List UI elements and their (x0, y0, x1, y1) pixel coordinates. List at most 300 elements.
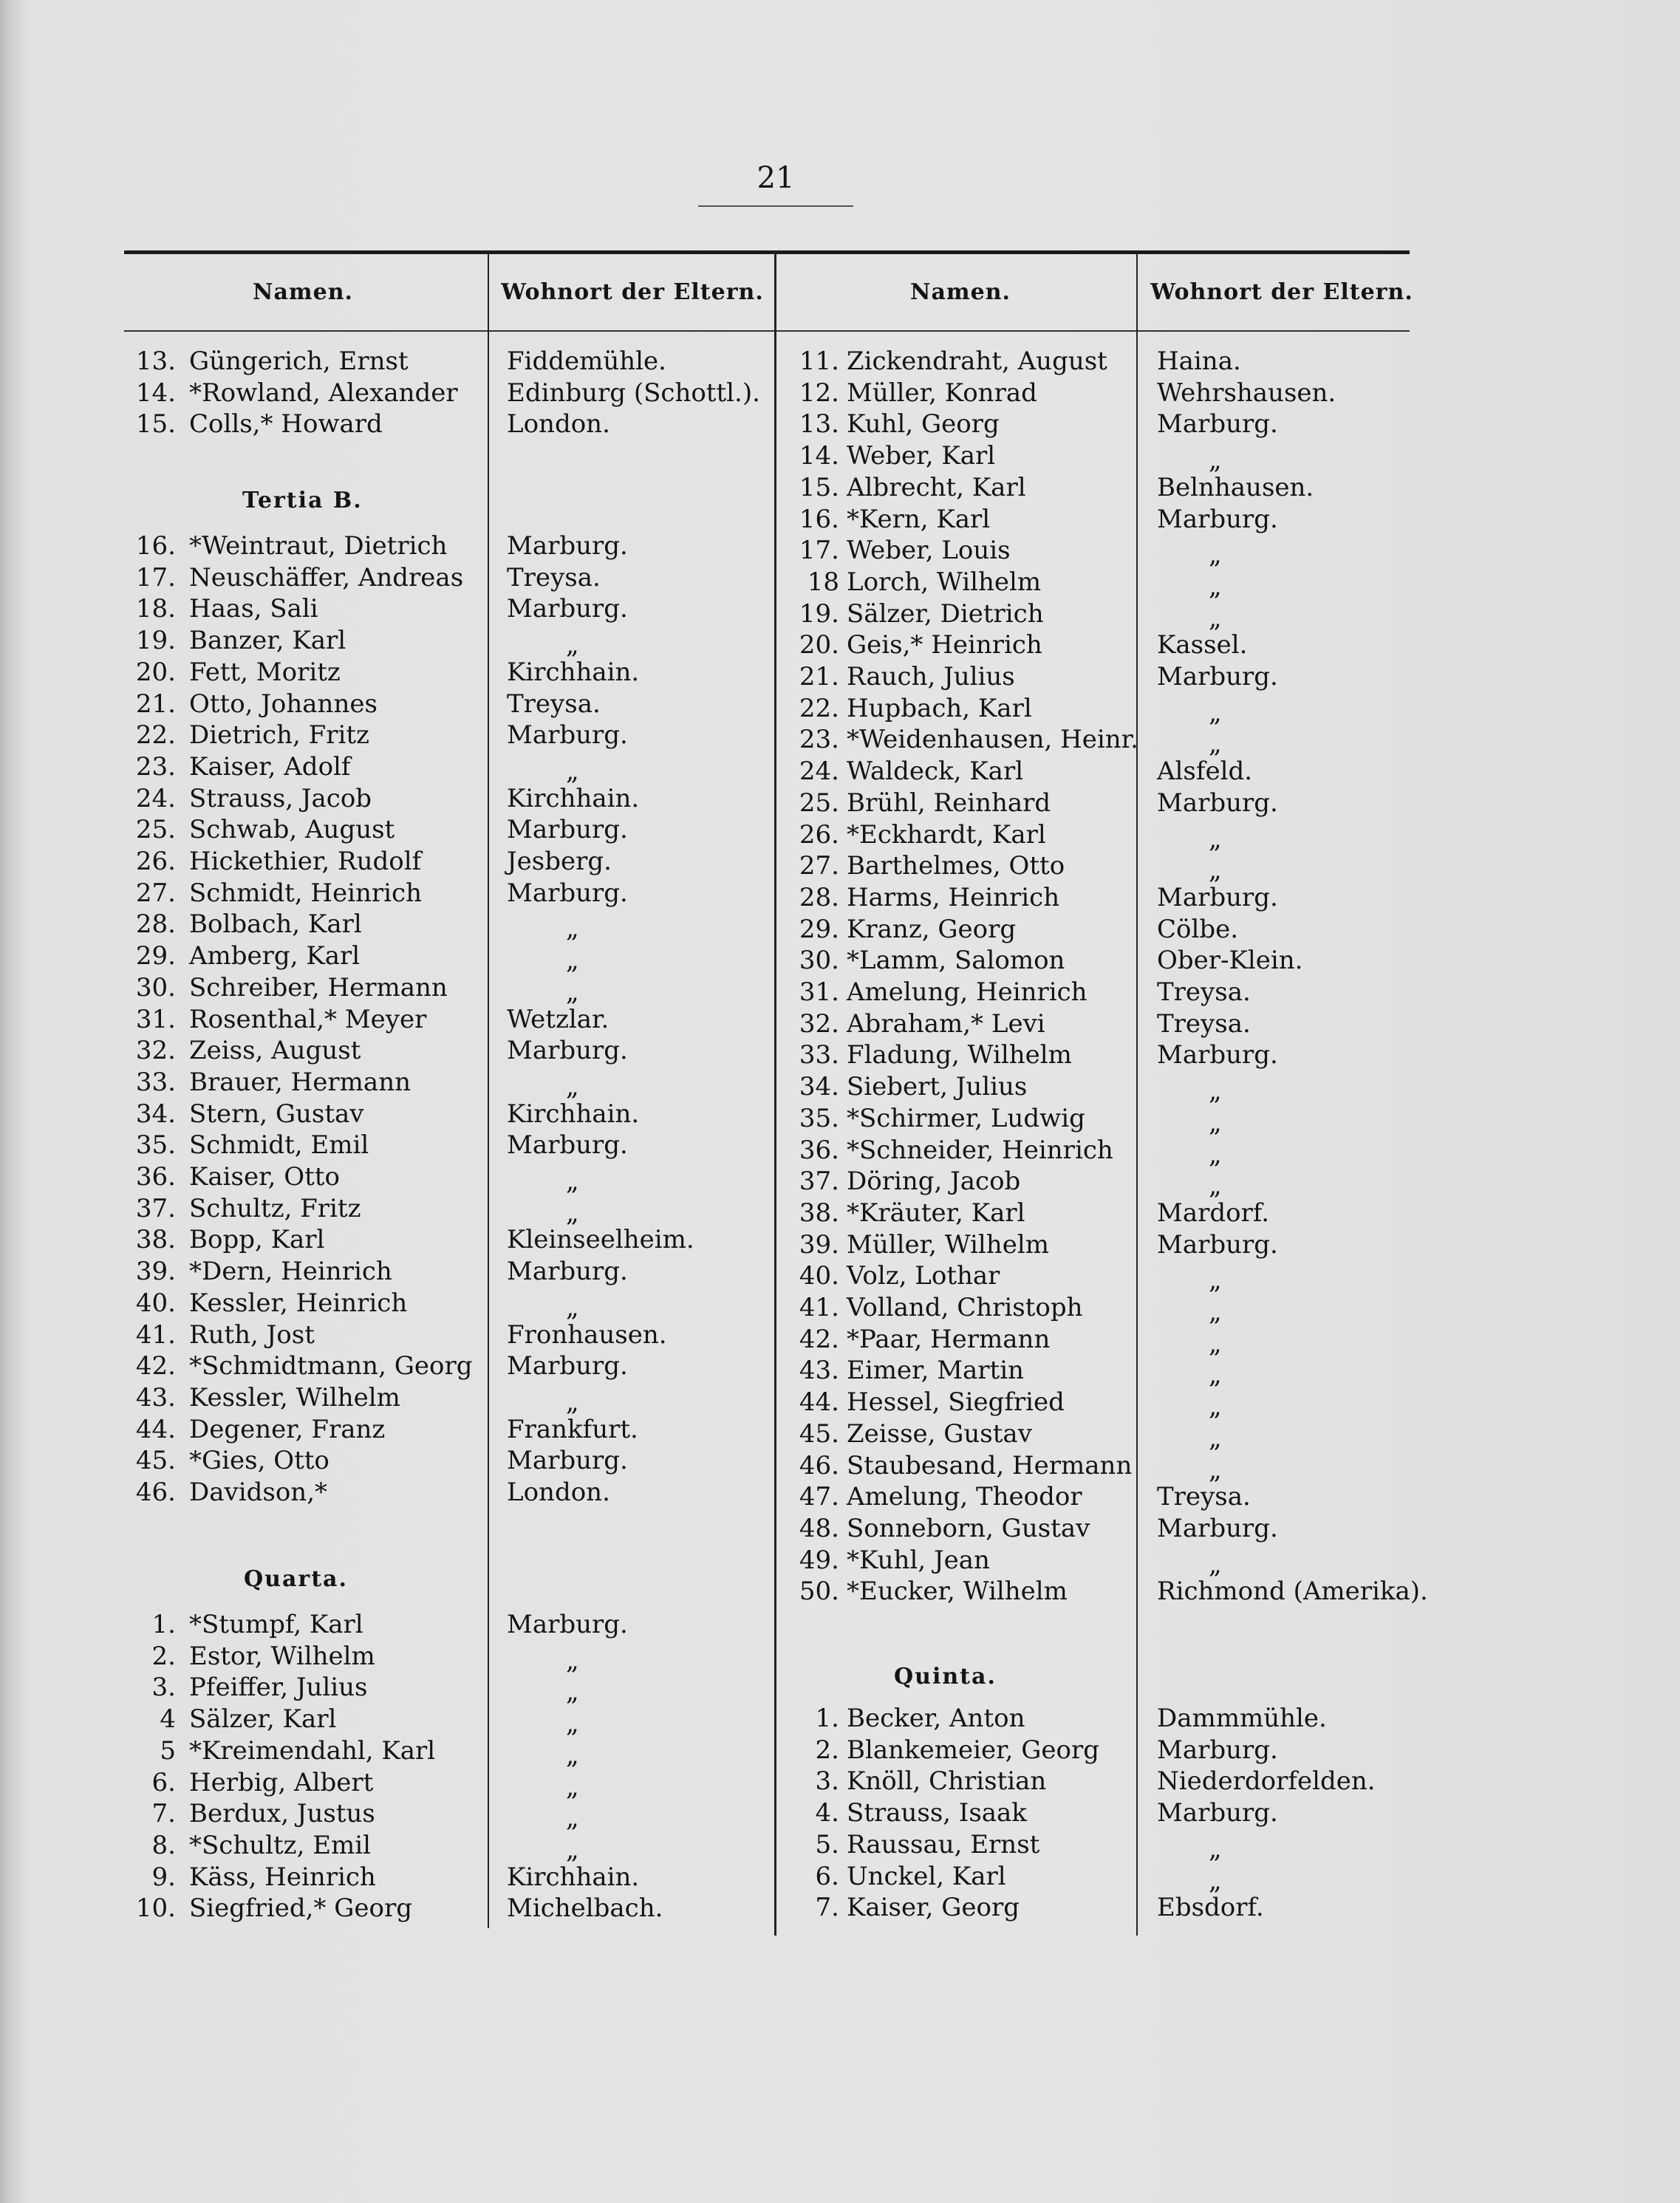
parents-residence: Marburg. (1157, 1229, 1278, 1260)
page-number: 21 (757, 161, 795, 195)
entry-number: 23. (135, 751, 176, 782)
entry-number: 44. (799, 1387, 839, 1418)
parents-residence: Marburg. (507, 1130, 628, 1161)
student-name: Degener, Franz (189, 1414, 386, 1444)
right-entry-row (0, 1103, 1680, 1138)
entry-number: 34. (799, 1072, 839, 1102)
entry-number: 19. (799, 598, 839, 629)
student-name: Fladung, Wilhelm (847, 1040, 1072, 1070)
entry-number: 40. (135, 1288, 176, 1318)
entry-number: 25. (799, 788, 839, 818)
parents-residence: „ (566, 1772, 579, 1802)
parents-residence: „ (1209, 855, 1222, 886)
student-name: Waldeck, Karl (847, 756, 1024, 787)
entry-number: 6. (815, 1861, 839, 1891)
student-name: Strauss, Jacob (189, 783, 372, 813)
entry-number: 32. (135, 1036, 176, 1066)
parents-residence: „ (566, 1071, 579, 1102)
student-name: Unckel, Karl (847, 1861, 1006, 1891)
student-name: Sälzer, Dietrich (847, 598, 1044, 629)
student-name: Zickendraht, August (847, 346, 1107, 376)
parents-residence: Treysa. (1157, 1008, 1251, 1039)
student-name: Strauss, Isaak (847, 1798, 1027, 1828)
right-entry-row (0, 440, 1680, 476)
entry-number: 30. (135, 972, 176, 1003)
student-name: Lorch, Wilhelm (847, 567, 1042, 597)
right-entry-row (0, 1766, 1680, 1797)
student-name: Davidson,* (189, 1478, 327, 1507)
entry-number: 36. (799, 1135, 839, 1165)
student-name: Schwab, August (189, 815, 395, 845)
entry-number: 42. (135, 1351, 176, 1381)
parents-residence: Marburg. (507, 1610, 628, 1639)
right-entry-row (0, 661, 1680, 692)
entry-number: 13. (799, 409, 839, 440)
student-name: Hickethier, Rudolf (189, 847, 422, 876)
entry-number: 31. (799, 977, 839, 1007)
parents-residence: Marburg. (1157, 1798, 1278, 1828)
student-name: Schmidt, Emil (189, 1130, 369, 1161)
parents-residence: Fronhausen. (507, 1319, 667, 1350)
right-entry-row (0, 1071, 1680, 1107)
student-name: Becker, Anton (847, 1704, 1025, 1733)
parents-residence: „ (1209, 1328, 1222, 1359)
parents-residence: Marburg. (507, 815, 628, 845)
entry-number: 41. (135, 1319, 176, 1350)
parents-residence: Alsfeld. (1157, 756, 1253, 787)
student-name: Siebert, Julius (847, 1072, 1028, 1102)
parents-residence: Ebsdorf. (1157, 1893, 1264, 1923)
parents-residence: Marburg. (507, 720, 628, 751)
entry-number: 13. (135, 346, 176, 376)
entry-number: 39. (799, 1229, 839, 1260)
entry-number: 26. (799, 819, 839, 850)
student-name: Volz, Lothar (847, 1261, 1000, 1291)
parents-residence: Kirchhain. (507, 1099, 640, 1129)
parents-residence: Edinburg (Schottl.). (507, 378, 760, 408)
entry-number: 7. (151, 1799, 176, 1829)
header-right-residence: Wohnort der Eltern. (1150, 279, 1413, 305)
right-entry-row (0, 1892, 1680, 1923)
entry-number: 38. (135, 1225, 176, 1255)
student-name: Bolbach, Karl (189, 909, 362, 940)
entry-number: 16. (799, 504, 839, 534)
parents-residence: „ (1209, 1834, 1222, 1864)
student-name: Banzer, Karl (189, 626, 346, 656)
parents-residence: Treysa. (1157, 977, 1251, 1007)
student-name: *Stumpf, Karl (189, 1610, 363, 1639)
student-name: Albrecht, Karl (847, 472, 1026, 502)
student-name: Amelung, Theodor (847, 1482, 1082, 1512)
parents-residence: „ (1209, 1455, 1222, 1485)
student-name: Weber, Karl (847, 441, 996, 471)
entry-number: 7. (815, 1893, 839, 1923)
parents-residence: Marburg. (507, 1446, 628, 1476)
entry-number: 21. (799, 662, 839, 691)
entry-number: 16. (135, 531, 176, 561)
right-entry-row (0, 756, 1680, 787)
right-entry-row (0, 598, 1680, 633)
entry-number: 31. (135, 1004, 176, 1034)
parents-residence: Cölbe. (1157, 914, 1239, 944)
parents-residence: Treysa. (507, 689, 601, 719)
parents-residence: Mardorf. (1157, 1198, 1270, 1228)
student-name: *Rowland, Alexander (189, 378, 458, 408)
right-entry-row (0, 819, 1680, 854)
student-name: Colls,* Howard (189, 409, 383, 440)
entry-number: 9. (151, 1862, 176, 1892)
entry-number: 47. (799, 1482, 839, 1512)
student-name: Güngerich, Ernst (189, 346, 409, 376)
entry-number: 33. (135, 1067, 176, 1097)
left-entry-row (0, 1641, 1680, 1676)
parents-residence: Kirchhain. (507, 783, 640, 813)
student-name: Brühl, Reinhard (847, 788, 1051, 818)
entry-number: 49. (799, 1545, 839, 1575)
student-name: Hessel, Siegfried (847, 1387, 1065, 1418)
right-entry-row (0, 409, 1680, 440)
parents-residence: „ (566, 1709, 579, 1739)
right-entry-row (0, 1198, 1680, 1229)
student-name: Sonneborn, Gustav (847, 1513, 1090, 1543)
entry-number: 15. (799, 472, 839, 502)
right-entry-row (0, 1797, 1680, 1828)
student-name: *Weintraut, Dietrich (189, 531, 448, 561)
student-name: Kuhl, Georg (847, 409, 1000, 440)
entry-number: 43. (135, 1382, 176, 1413)
parents-residence: Wehrshausen. (1157, 378, 1336, 408)
entry-number: 50. (799, 1577, 839, 1607)
parents-residence: Jesberg. (507, 847, 612, 876)
entry-number: 28. (799, 882, 839, 912)
parents-residence: „ (1209, 603, 1222, 633)
entry-number: 4. (815, 1798, 839, 1828)
student-name: Herbig, Albert (189, 1767, 374, 1797)
parents-residence: Niederdorfelden. (1157, 1766, 1376, 1797)
parents-residence: „ (566, 1645, 579, 1676)
student-name: Harms, Heinrich (847, 882, 1060, 912)
right-entry-row (0, 567, 1680, 601)
parents-residence: „ (1209, 571, 1222, 601)
student-name: Sälzer, Karl (189, 1704, 337, 1735)
right-entry-row (0, 1039, 1680, 1070)
right-entry-row (0, 346, 1680, 377)
right-entry-row (0, 724, 1680, 759)
student-name: Otto, Johannes (189, 689, 378, 719)
student-name: Berdux, Justus (189, 1799, 375, 1829)
header-left-residence: Wohnort der Eltern. (501, 279, 764, 305)
student-name: Eimer, Martin (847, 1356, 1024, 1386)
right-entry-row (0, 1260, 1680, 1296)
student-name: Müller, Konrad (847, 378, 1037, 408)
student-name: *Dern, Heinrich (189, 1257, 392, 1287)
parents-residence: „ (1209, 1107, 1222, 1138)
parents-residence: „ (566, 756, 579, 786)
right-entry-row (0, 977, 1680, 1008)
right-entry-row (0, 378, 1680, 409)
table-header-rule (124, 330, 1410, 332)
parents-residence: Marburg. (1157, 1513, 1278, 1543)
parents-residence: Fiddemühle. (507, 346, 666, 376)
entry-number: 27. (799, 851, 839, 881)
parents-residence: Belnhausen. (1157, 472, 1314, 502)
parents-residence: „ (1209, 445, 1222, 476)
right-entry-row (0, 914, 1680, 945)
section-tertia-b: Tertia B. (242, 488, 363, 513)
parents-residence: „ (1209, 1865, 1222, 1896)
right-entry-row (0, 472, 1680, 503)
entry-number: 43. (799, 1356, 839, 1386)
entry-number: 3. (151, 1673, 176, 1703)
entry-number: 12. (799, 378, 839, 408)
parents-residence: Kirchhain. (507, 1862, 640, 1892)
student-name: *Paar, Hermann (847, 1324, 1051, 1354)
parents-residence: Marburg. (1157, 1040, 1278, 1070)
parents-residence: „ (1209, 729, 1222, 759)
right-entry-row (0, 1735, 1680, 1766)
right-entry-row (0, 1324, 1680, 1359)
entry-number: 17. (799, 536, 839, 566)
entry-number: 15. (135, 409, 176, 440)
entry-number: 40. (799, 1261, 839, 1291)
student-name: Barthelmes, Otto (847, 851, 1065, 881)
entry-number: 37. (799, 1167, 839, 1197)
entry-number: 39. (135, 1257, 176, 1287)
parents-residence: „ (1209, 824, 1222, 854)
right-entry-row (0, 629, 1680, 660)
student-name: *Kräuter, Karl (847, 1198, 1025, 1228)
student-name: Bopp, Karl (189, 1225, 325, 1255)
entry-number: 24. (799, 756, 839, 787)
entry-number: 21. (135, 689, 176, 719)
right-entry-row (0, 504, 1680, 535)
parents-residence: „ (566, 1803, 579, 1834)
entry-number: 20. (135, 657, 176, 687)
entry-number: 29. (135, 941, 176, 971)
student-name: Zeisse, Gustav (847, 1418, 1032, 1449)
student-name: Staubesand, Hermann (847, 1450, 1133, 1480)
entry-number: 33. (799, 1040, 839, 1070)
student-name: Rauch, Julius (847, 662, 1015, 691)
right-entry-row (0, 788, 1680, 819)
parents-residence: „ (1209, 697, 1222, 728)
parents-residence: Ober-Klein. (1157, 946, 1303, 976)
entry-number: 19. (135, 626, 176, 656)
entry-number: 30. (799, 946, 839, 976)
right-entry-row (0, 945, 1680, 976)
entry-number: 18. (135, 594, 176, 624)
parents-residence: Kirchhain. (507, 657, 640, 687)
student-name: Schmidt, Heinrich (189, 878, 422, 908)
parents-residence: Kassel. (1157, 630, 1248, 660)
parents-residence: „ (566, 946, 579, 976)
parents-residence: „ (566, 1387, 579, 1417)
student-name: Brauer, Hermann (189, 1067, 411, 1097)
entry-number: 36. (135, 1162, 176, 1192)
student-name: Raussau, Ernst (847, 1829, 1040, 1859)
student-name: Zeiss, August (189, 1036, 361, 1066)
student-name: Stern, Gustav (189, 1099, 364, 1129)
student-name: Müller, Wilhelm (847, 1229, 1049, 1260)
entry-number: 8. (151, 1830, 176, 1860)
student-name: *Kuhl, Jean (847, 1545, 990, 1575)
student-name: *Schmidtmann, Georg (189, 1351, 473, 1381)
student-name: Siegfried,* Georg (189, 1893, 413, 1924)
parents-residence: Marburg. (507, 1036, 628, 1066)
entry-number: 32. (799, 1008, 839, 1039)
right-entry-row (0, 850, 1680, 886)
student-name: Schultz, Fritz (189, 1193, 361, 1223)
entry-number: 22. (799, 693, 839, 723)
student-name: Kaiser, Adolf (189, 751, 351, 782)
student-name: Amberg, Karl (189, 941, 361, 971)
parents-residence: „ (1209, 1171, 1222, 1201)
entry-number: 6. (151, 1767, 176, 1797)
entry-number: 26. (135, 847, 176, 876)
right-entry-row (0, 1829, 1680, 1864)
student-name: Schreiber, Hermann (189, 972, 448, 1003)
student-name: *Schneider, Heinrich (847, 1135, 1113, 1165)
entry-number: 5 (160, 1735, 176, 1766)
header-left-names: Namen. (253, 279, 353, 305)
entry-number: 46. (799, 1450, 839, 1480)
parents-residence: Richmond (Amerika). (1157, 1577, 1428, 1607)
parents-residence: „ (566, 1167, 579, 1196)
parents-residence: London. (507, 1478, 610, 1507)
entry-number: 10. (135, 1893, 176, 1924)
parents-residence: „ (1209, 1266, 1222, 1296)
table-top-rule (124, 250, 1410, 254)
student-name: *Eckhardt, Karl (847, 819, 1046, 850)
student-name: Geis,* Heinrich (847, 630, 1042, 660)
parents-residence: Marburg. (1157, 409, 1278, 440)
entry-number: 1. (815, 1704, 839, 1733)
student-name: Haas, Sali (189, 594, 318, 624)
parents-residence: Marburg. (1157, 788, 1278, 818)
student-name: Pfeiffer, Julius (189, 1673, 368, 1703)
entry-number: 38. (799, 1198, 839, 1228)
parents-residence: „ (566, 1292, 579, 1322)
student-name: *Kern, Karl (847, 504, 991, 534)
parents-residence: Marburg. (1157, 504, 1278, 534)
student-name: *Lamm, Salomon (847, 946, 1065, 976)
right-entry-row (0, 1450, 1680, 1485)
parents-residence: „ (566, 630, 579, 660)
right-entry-row (0, 1387, 1680, 1422)
right-entry-row (0, 1576, 1680, 1607)
parents-residence: „ (566, 914, 579, 944)
parents-residence: Marburg. (507, 1257, 628, 1287)
parents-residence: Michelbach. (507, 1893, 663, 1924)
entry-number: 20. (799, 630, 839, 660)
student-name: Abraham,* Levi (847, 1008, 1045, 1039)
parents-residence: Treysa. (1157, 1482, 1251, 1512)
parents-residence: „ (566, 977, 579, 1007)
parents-residence: „ (1209, 1549, 1222, 1579)
parents-residence: „ (566, 1740, 579, 1770)
entry-number: 2. (151, 1641, 176, 1671)
entry-number: 46. (135, 1478, 176, 1507)
student-name: Estor, Wilhelm (189, 1641, 375, 1671)
entry-number: 45. (135, 1446, 176, 1476)
parents-residence: Marburg. (507, 594, 628, 624)
parents-residence: Dammmühle. (1157, 1704, 1327, 1733)
section-quinta: Quinta. (894, 1664, 997, 1690)
right-entry-row (0, 535, 1680, 570)
entry-number: 35. (135, 1130, 176, 1161)
entry-number: 25. (135, 815, 176, 845)
entry-number: 2. (815, 1735, 839, 1765)
parents-residence: Marburg. (507, 878, 628, 908)
student-name: Käss, Heinrich (189, 1862, 376, 1892)
entry-number: 41. (799, 1293, 839, 1322)
entry-number: 48. (799, 1513, 839, 1543)
student-name: Neuschäffer, Andreas (189, 562, 464, 592)
right-entry-row (0, 1703, 1680, 1734)
entry-number: 35. (799, 1103, 839, 1133)
student-name: *Kreimendahl, Karl (189, 1735, 436, 1766)
parents-residence: „ (1209, 1392, 1222, 1422)
entry-number: 14. (135, 378, 176, 408)
entry-number: 3. (815, 1766, 839, 1797)
entry-number: 23. (799, 725, 839, 755)
entry-number: 5. (815, 1829, 839, 1859)
student-name: Fett, Moritz (189, 657, 341, 687)
student-name: Kessler, Heinrich (189, 1288, 408, 1318)
right-entry-row (0, 1418, 1680, 1453)
right-entry-row (0, 1292, 1680, 1327)
parents-residence: Marburg. (1157, 662, 1278, 691)
left-entry-row (0, 1672, 1680, 1707)
student-name: *Gies, Otto (189, 1446, 329, 1476)
entry-number: 28. (135, 909, 176, 940)
parents-residence: „ (1209, 1360, 1222, 1390)
parents-residence: „ (1209, 1139, 1222, 1169)
header-right-names: Namen. (910, 279, 1011, 305)
parents-residence: „ (1209, 1297, 1222, 1327)
entry-number: 14. (799, 441, 839, 471)
parents-residence: Marburg. (1157, 1735, 1278, 1765)
parents-residence: Frankfurt. (507, 1414, 638, 1444)
right-entry-row (0, 1513, 1680, 1544)
entry-number: 45. (799, 1418, 839, 1449)
section-quarta: Quarta. (244, 1566, 348, 1592)
parents-residence: Marburg. (507, 531, 628, 561)
student-name: Kranz, Georg (847, 914, 1017, 944)
student-name: Dietrich, Fritz (189, 720, 369, 751)
student-name: *Schultz, Emil (189, 1830, 372, 1860)
entry-number: 17. (135, 562, 176, 592)
student-name: Weber, Louis (847, 536, 1011, 566)
entry-number: 1. (151, 1610, 176, 1639)
entry-number: 37. (135, 1193, 176, 1223)
student-name: Kessler, Wilhelm (189, 1382, 400, 1413)
student-name: Rosenthal,* Meyer (189, 1004, 427, 1034)
parents-residence: „ (1209, 1423, 1222, 1453)
page-number-rule (698, 205, 853, 207)
student-name: *Schirmer, Ludwig (847, 1103, 1085, 1133)
right-entry-row (0, 1229, 1680, 1260)
right-entry-row (0, 1861, 1680, 1896)
right-entry-row (0, 1135, 1680, 1169)
entry-number: 4 (160, 1704, 176, 1735)
left-entry-row (0, 1609, 1680, 1640)
parents-residence: Kleinseelheim. (507, 1225, 694, 1255)
student-name: Blankemeier, Georg (847, 1735, 1100, 1765)
entry-number: 44. (135, 1414, 176, 1444)
student-name: Volland, Christoph (847, 1293, 1083, 1322)
student-name: Amelung, Heinrich (847, 977, 1087, 1007)
